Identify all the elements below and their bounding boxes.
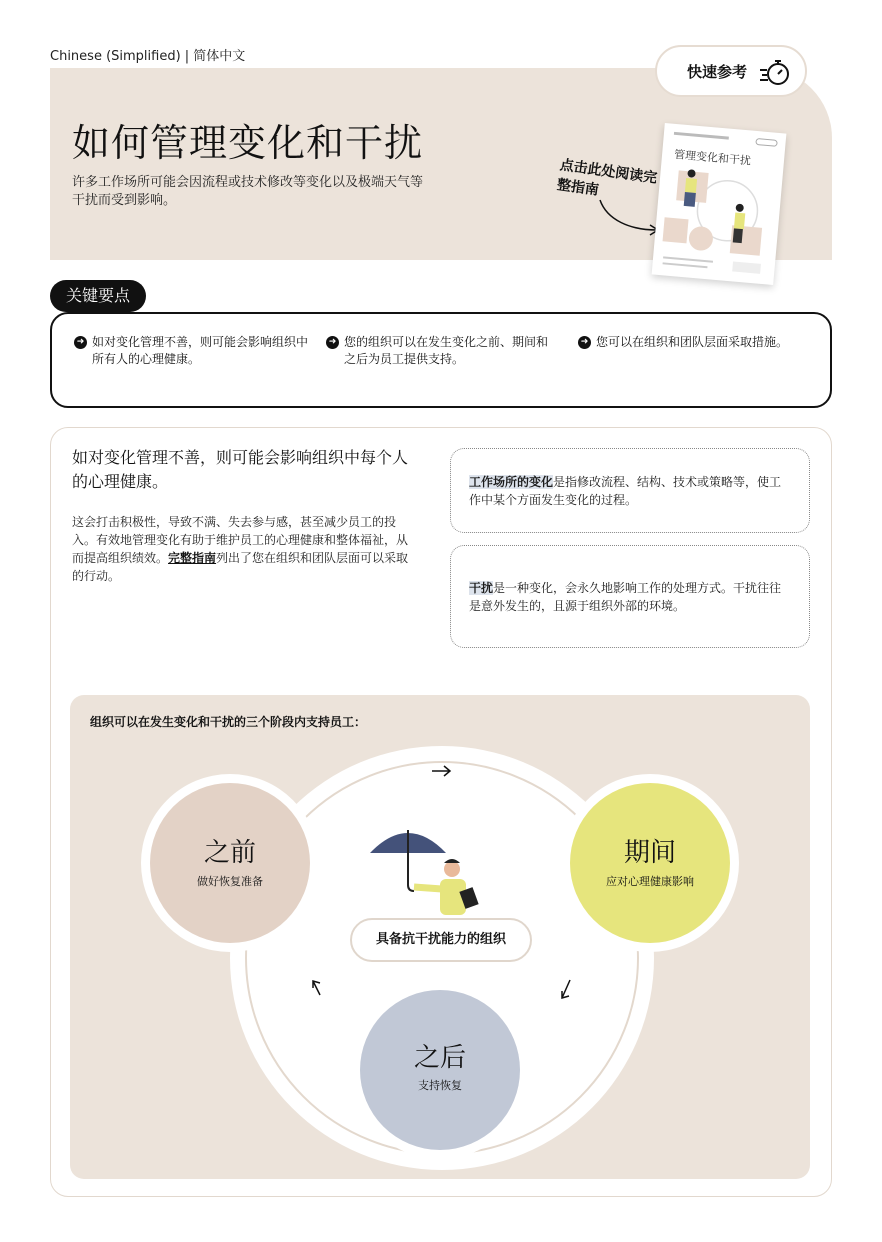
definition-term: 干扰 (469, 580, 494, 595)
stage-during-name: 期间 (623, 838, 676, 868)
booklet-tag (755, 138, 778, 147)
body-paragraph (72, 513, 417, 585)
guide-callout[interactable]: 点击此处阅读完整指南 (555, 157, 659, 199)
key-points-box (50, 312, 832, 408)
quick-reference-label: 快速参考 (687, 62, 748, 81)
key-point-item (326, 334, 556, 368)
guide-booklet-thumbnail[interactable] (652, 123, 787, 285)
stage-before-sub: 做好恢复准备 (197, 875, 263, 888)
page-description: 许多工作场所可能会因流程或技术修改等变化以及极端天气等干扰而受到影响。 (72, 175, 424, 208)
arrow-right-icon: ➜ (578, 336, 591, 349)
stage-after-sub: 支持恢复 (418, 1079, 462, 1092)
stage-after-name: 之后 (413, 1043, 466, 1073)
definition-card-disruption (450, 545, 810, 648)
resilient-organization-label: 具备抗干扰能力的组织 (350, 918, 532, 962)
definition-term: 工作场所的变化 (469, 474, 554, 489)
stages-title: 组织可以在发生变化和干扰的三个阶段内支持员工： (90, 715, 367, 729)
page-title: 如何管理变化和干扰 (72, 121, 424, 165)
booklet-title: 管理变化和干扰 (673, 147, 752, 168)
quick-reference-badge (655, 45, 807, 97)
stopwatch-icon (759, 58, 791, 88)
body-text-after: 列出了您在组织和团队层面可以采取的行动。 (72, 551, 409, 583)
key-point-item (578, 334, 823, 351)
definition-card-change (450, 448, 810, 533)
language-label: Chinese (Simplified) | 简体中文 (50, 49, 246, 64)
stage-before-name: 之前 (203, 838, 256, 868)
booklet-illustration (652, 161, 783, 285)
body-text-before: 这会打击积极性，导致不满、失去参与感，甚至减少员工的投入。有效地管理变化有助于维护员工的心理健康和整体福祉，从而提高组织绩效。 (72, 515, 409, 565)
stage-during-sub: 应对心理健康影响 (606, 875, 694, 888)
key-points-label: 关键要点 (50, 280, 146, 312)
lead-paragraph: 如对变化管理不善，则可能会影响组织中每个人的心理健康。 (72, 448, 409, 491)
definition-text: 是指修改流程、结构、技术或策略等，使工作中某个方面发生变化的过程。 (469, 474, 782, 507)
definition-text: 是一种变化，会永久地影响工作的处理方式。干扰往往是意外发生的，且源于组织外部的环境。 (469, 580, 782, 613)
arrow-right-icon: ➜ (326, 336, 339, 349)
booklet-header-line (674, 132, 729, 140)
key-point-text: 您的组织可以在发生变化之前、期间和之后为员工提供支持。 (344, 335, 549, 366)
full-guide-link[interactable]: 完整指南 (168, 551, 217, 565)
key-point-text: 您可以在组织和团队层面采取措施。 (596, 335, 789, 349)
key-point-text: 如对变化管理不善，则可能会影响组织中所有人的心理健康。 (92, 335, 309, 366)
arrow-right-icon: ➜ (74, 336, 87, 349)
key-point-item (74, 334, 314, 368)
